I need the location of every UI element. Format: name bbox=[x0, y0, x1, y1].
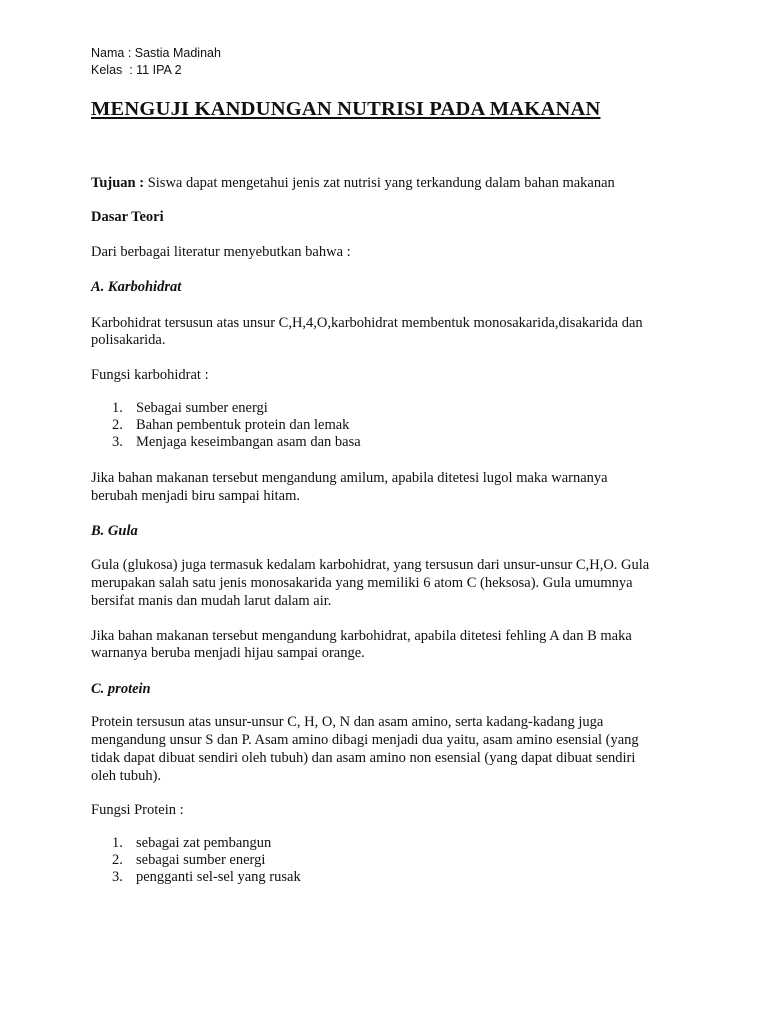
list-text: sebagai zat pembangun bbox=[136, 835, 272, 851]
list-number: 3. bbox=[112, 434, 123, 450]
list-item bbox=[112, 852, 265, 869]
list-item bbox=[112, 835, 271, 852]
gula-heading: B. Gula bbox=[91, 523, 138, 539]
list-text: Sebagai sumber energi bbox=[136, 400, 268, 416]
list-number: 1. bbox=[112, 400, 123, 416]
list-number: 3. bbox=[112, 869, 123, 885]
list-number: 2. bbox=[112, 852, 123, 868]
gula-line-2: merupakan salah satu jenis monosakarida yang memiliki 6 atom C (heksosa). Gula umumnya bbox=[91, 575, 633, 591]
tujuan-text: Siswa dapat mengetahui jenis zat nutrisi yang terkandung dalam bahan makanan bbox=[144, 175, 615, 191]
karbohidrat-test-line-1: Jika bahan makanan tersebut mengandung amilum, apabila ditetesi lugol maka warnanya bbox=[91, 470, 608, 486]
protein-heading: C. protein bbox=[91, 681, 151, 697]
student-name: Nama : Sastia Madinah bbox=[91, 46, 221, 60]
gula-test-line-1: Jika bahan makanan tersebut mengandung karbohidrat, apabila ditetesi fehling A dan B maka bbox=[91, 628, 632, 644]
list-item bbox=[112, 400, 268, 417]
karbohidrat-test-line-2: berubah menjadi biru sampai hitam. bbox=[91, 488, 300, 504]
tujuan-paragraph bbox=[91, 174, 691, 192]
karbohidrat-line-2: polisakarida. bbox=[91, 332, 166, 348]
list-text: Bahan pembentuk protein dan lemak bbox=[136, 417, 350, 433]
dasar-teori-intro: Dari berbagai literatur menyebutkan bahwa : bbox=[91, 244, 351, 260]
gula-test-line-2: warnanya beruba menjadi hijau sampai orange. bbox=[91, 645, 365, 661]
gula-line-3: bersifat manis dan mudah larut dalam air. bbox=[91, 593, 332, 609]
dasar-teori-heading: Dasar Teori bbox=[91, 209, 164, 225]
list-item bbox=[112, 434, 361, 451]
protein-line-1: Protein tersusun atas unsur-unsur C, H, O, N dan asam amino, serta kadang-kadang juga bbox=[91, 714, 604, 730]
list-text: pengganti sel-sel yang rusak bbox=[136, 869, 301, 885]
tujuan-label: Tujuan : bbox=[91, 175, 145, 191]
karbohidrat-heading: A. Karbohidrat bbox=[91, 279, 182, 295]
list-number: 2. bbox=[112, 417, 123, 433]
list-number: 1. bbox=[112, 835, 123, 851]
gula-line-1: Gula (glukosa) juga termasuk kedalam karbohidrat, yang tersusun dari unsur-unsur C,H,O. Gula bbox=[91, 557, 650, 573]
fungsi-karbohidrat-label: Fungsi karbohidrat : bbox=[91, 367, 209, 383]
protein-line-4: oleh tubuh). bbox=[91, 768, 162, 784]
list-item bbox=[112, 417, 349, 434]
protein-line-2: mengandung unsur S dan P. Asam amino dibagi menjadi dua yaitu, asam amino esensial (yang bbox=[91, 732, 639, 748]
list-text: Menjaga keseimbangan asam dan basa bbox=[136, 434, 361, 450]
karbohidrat-line-1: Karbohidrat tersusun atas unsur C,H,4,O,karbohidrat membentuk monosakarida,disakarida dan bbox=[91, 315, 643, 331]
list-item bbox=[112, 869, 301, 886]
document-title: MENGUJI KANDUNGAN NUTRISI PADA MAKANAN bbox=[91, 98, 601, 120]
protein-line-3: tidak dapat dibuat sendiri oleh tubuh) dan asam amino non esensial (yang dapat dibuat sendiri bbox=[91, 750, 636, 766]
list-text: sebagai sumber energi bbox=[136, 852, 266, 868]
student-class: Kelas : 11 IPA 2 bbox=[91, 63, 182, 77]
fungsi-protein-label: Fungsi Protein : bbox=[91, 802, 184, 818]
